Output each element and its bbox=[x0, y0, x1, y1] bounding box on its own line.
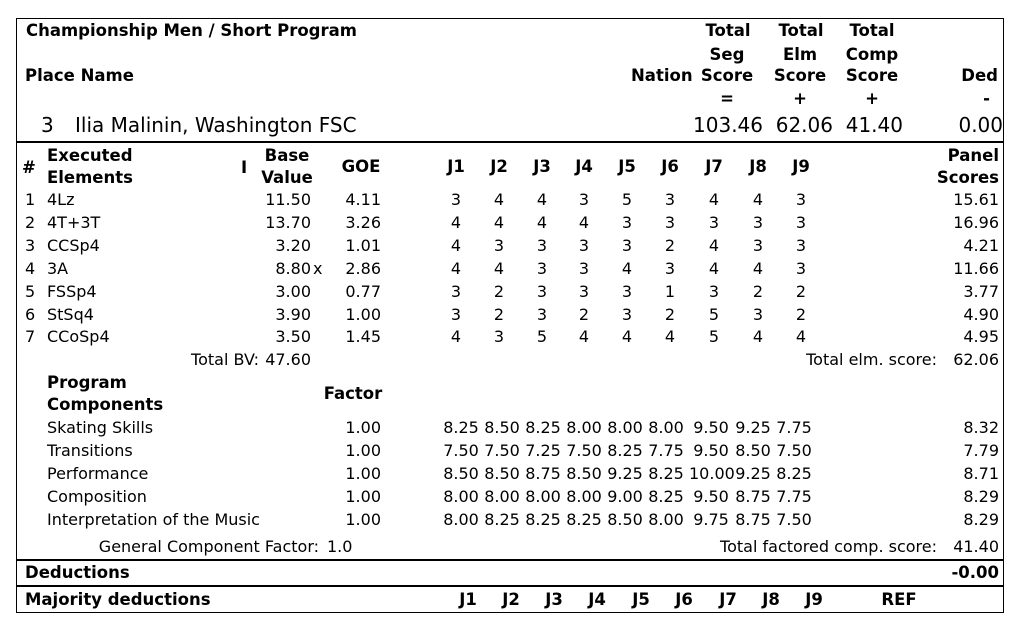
judge-score: 4 bbox=[795, 327, 807, 346]
judge-score: 3 bbox=[536, 282, 548, 301]
place-name-header: Place Name bbox=[25, 66, 134, 85]
tes-header-elm: Elm bbox=[782, 45, 818, 64]
elem-goe-header: GOE bbox=[341, 157, 381, 176]
judge-score: 8.25 bbox=[484, 510, 520, 529]
judge-score: 3 bbox=[664, 213, 676, 232]
element-name: CCSp4 bbox=[47, 236, 100, 255]
judge-score: 4 bbox=[578, 213, 590, 232]
tfc-value: 41.40 bbox=[953, 537, 999, 556]
judge-score: 8.75 bbox=[735, 487, 771, 506]
component-name: Transitions bbox=[47, 441, 133, 460]
judge-score: 8.25 bbox=[525, 510, 561, 529]
judge-score: 3 bbox=[664, 190, 676, 209]
judge-score: 8.50 bbox=[607, 510, 643, 529]
judge-header: J7 bbox=[705, 157, 723, 176]
judge-score: 3 bbox=[621, 213, 633, 232]
element-base-value: 11.50 bbox=[265, 190, 311, 209]
element-goe: 1.00 bbox=[345, 305, 381, 324]
deductions-value: -0.00 bbox=[951, 563, 999, 582]
judge-score: 4 bbox=[536, 190, 548, 209]
judge-score: 8.25 bbox=[648, 464, 684, 483]
tfc-label: Total factored comp. score: bbox=[720, 537, 937, 556]
pcs-header-total: Total bbox=[849, 21, 895, 40]
judge-score: 7.50 bbox=[484, 441, 520, 460]
element-base-value: 3.00 bbox=[275, 282, 311, 301]
element-panel-score: 4.21 bbox=[963, 236, 999, 255]
tes-header-total: Total bbox=[778, 21, 824, 40]
judge-score: 3 bbox=[578, 282, 590, 301]
judge-score: 3 bbox=[795, 190, 807, 209]
judge-score: 7.50 bbox=[776, 510, 812, 529]
majority-judge-header: J7 bbox=[719, 590, 737, 609]
element-panel-score: 11.66 bbox=[953, 259, 999, 278]
judge-score: 9.25 bbox=[735, 418, 771, 437]
elem-num-header: # bbox=[22, 158, 36, 177]
judge-score: 2 bbox=[752, 282, 764, 301]
elem-base-header-1: Base bbox=[264, 146, 310, 165]
judge-score: 4 bbox=[493, 259, 505, 278]
judge-score: 8.50 bbox=[443, 464, 479, 483]
judge-score: 7.75 bbox=[776, 487, 812, 506]
judge-score: 5 bbox=[536, 327, 548, 346]
total-elm-label: Total elm. score: bbox=[806, 350, 937, 369]
element-name: FSSp4 bbox=[47, 282, 97, 301]
nation-header: Nation bbox=[631, 66, 693, 85]
judge-score: 3 bbox=[752, 213, 764, 232]
judge-score: 8.00 bbox=[607, 418, 643, 437]
judge-score: 3 bbox=[536, 305, 548, 324]
judge-score: 9.25 bbox=[607, 464, 643, 483]
element-number: 1 bbox=[25, 190, 36, 209]
judge-score: 3 bbox=[708, 282, 720, 301]
comp-header-program: Program bbox=[47, 373, 127, 392]
judge-score: 3 bbox=[664, 259, 676, 278]
judge-score: 5 bbox=[708, 327, 720, 346]
judge-score: 8.25 bbox=[607, 441, 643, 460]
component-name: Performance bbox=[47, 464, 149, 483]
judge-header: J2 bbox=[490, 157, 508, 176]
judge-score: 4 bbox=[708, 190, 720, 209]
judge-score: 9.00 bbox=[607, 487, 643, 506]
component-factor: 1.00 bbox=[345, 464, 381, 483]
element-base-value: 8.80 bbox=[275, 259, 311, 278]
judge-score: 2 bbox=[493, 282, 505, 301]
judge-score: 1 bbox=[664, 282, 676, 301]
majority-judge-header: J8 bbox=[762, 590, 780, 609]
judge-header: J3 bbox=[533, 157, 551, 176]
judge-score: 4 bbox=[450, 327, 462, 346]
element-number: 4 bbox=[25, 259, 36, 278]
judge-score: 7.50 bbox=[566, 441, 602, 460]
judge-score: 2 bbox=[493, 305, 505, 324]
judge-score: 3 bbox=[578, 190, 590, 209]
element-base-value: 3.20 bbox=[275, 236, 311, 255]
judge-score: 4 bbox=[493, 213, 505, 232]
judge-score: 3 bbox=[752, 236, 764, 255]
judge-score: 8.25 bbox=[776, 464, 812, 483]
divider bbox=[17, 141, 1003, 143]
component-name: Composition bbox=[47, 487, 147, 506]
judge-score: 4 bbox=[450, 236, 462, 255]
judge-header: J5 bbox=[618, 157, 636, 176]
element-panel-score: 4.90 bbox=[963, 305, 999, 324]
judge-score: 3 bbox=[578, 236, 590, 255]
component-panel-score: 8.29 bbox=[963, 510, 999, 529]
judge-score: 2 bbox=[664, 305, 676, 324]
judge-score: 8.25 bbox=[566, 510, 602, 529]
judge-score: 8.00 bbox=[566, 418, 602, 437]
majority-judge-header: J1 bbox=[459, 590, 477, 609]
judge-score: 9.50 bbox=[693, 418, 729, 437]
judge-score: 4 bbox=[621, 259, 633, 278]
majority-judge-header: J3 bbox=[545, 590, 563, 609]
element-name: 4Lz bbox=[47, 190, 75, 209]
judge-score: 4 bbox=[493, 190, 505, 209]
majority-judge-header: J4 bbox=[588, 590, 606, 609]
skater-tes: 62.06 bbox=[775, 113, 833, 137]
pcs-header-op: + bbox=[865, 89, 879, 108]
judge-score: 7.50 bbox=[443, 441, 479, 460]
judge-header: J9 bbox=[792, 157, 810, 176]
element-goe: 0.77 bbox=[345, 282, 381, 301]
judge-score: 2 bbox=[795, 305, 807, 324]
component-factor: 1.00 bbox=[345, 510, 381, 529]
judge-score: 10.00 bbox=[689, 464, 735, 483]
judge-score: 4 bbox=[450, 259, 462, 278]
component-panel-score: 8.29 bbox=[963, 487, 999, 506]
judge-score: 7.75 bbox=[648, 441, 684, 460]
judge-score: 4 bbox=[578, 327, 590, 346]
judge-score: 4 bbox=[708, 236, 720, 255]
element-base-value: 3.90 bbox=[275, 305, 311, 324]
component-name: Skating Skills bbox=[47, 418, 154, 437]
element-base-value: 3.50 bbox=[275, 327, 311, 346]
element-base-value: 13.70 bbox=[265, 213, 311, 232]
judge-score: 3 bbox=[536, 236, 548, 255]
judge-score: 3 bbox=[621, 282, 633, 301]
judge-score: 3 bbox=[493, 327, 505, 346]
element-number: 5 bbox=[25, 282, 36, 301]
judge-header: J4 bbox=[575, 157, 593, 176]
tss-header-seg: Seg bbox=[709, 45, 745, 64]
element-panel-score: 15.61 bbox=[953, 190, 999, 209]
judge-score: 8.50 bbox=[484, 418, 520, 437]
tes-header-op: + bbox=[793, 89, 807, 108]
judge-score: 3 bbox=[708, 213, 720, 232]
total-bv-label: Total BV: bbox=[191, 350, 259, 369]
judge-score: 8.00 bbox=[443, 510, 479, 529]
judge-score: 4 bbox=[621, 327, 633, 346]
element-goe: 1.45 bbox=[345, 327, 381, 346]
judge-score: 3 bbox=[752, 305, 764, 324]
elem-panel-header-2: Scores bbox=[936, 168, 999, 187]
divider bbox=[17, 585, 1003, 587]
component-panel-score: 8.71 bbox=[963, 464, 999, 483]
elem-exec-header-2: Elements bbox=[47, 168, 133, 187]
majority-judge-header: J6 bbox=[675, 590, 693, 609]
judge-score: 2 bbox=[795, 282, 807, 301]
judge-score: 8.25 bbox=[443, 418, 479, 437]
judge-score: 8.00 bbox=[443, 487, 479, 506]
element-name: 3A bbox=[47, 259, 69, 278]
judge-score: 4 bbox=[752, 259, 764, 278]
judge-score: 8.00 bbox=[648, 510, 684, 529]
judge-score: 3 bbox=[621, 236, 633, 255]
judge-score: 5 bbox=[621, 190, 633, 209]
skater-ded: 0.00 bbox=[958, 113, 1003, 137]
ded-header-op: - bbox=[983, 89, 990, 108]
judge-score: 4 bbox=[752, 327, 764, 346]
element-panel-score: 3.77 bbox=[963, 282, 999, 301]
element-number: 7 bbox=[25, 327, 36, 346]
component-factor: 1.00 bbox=[345, 418, 381, 437]
judge-score: 4 bbox=[536, 213, 548, 232]
judge-score: 8.75 bbox=[735, 510, 771, 529]
component-factor: 1.00 bbox=[345, 487, 381, 506]
pcs-header-comp: Comp bbox=[845, 45, 899, 64]
judge-header: J1 bbox=[447, 157, 465, 176]
judge-score: 3 bbox=[450, 190, 462, 209]
element-number: 2 bbox=[25, 213, 36, 232]
component-panel-score: 7.79 bbox=[963, 441, 999, 460]
element-panel-score: 16.96 bbox=[953, 213, 999, 232]
judge-score: 8.25 bbox=[525, 418, 561, 437]
tss-header-score: Score bbox=[700, 66, 754, 85]
score-sheet bbox=[16, 18, 1004, 613]
element-goe: 1.01 bbox=[345, 236, 381, 255]
elem-base-header-2: Value bbox=[261, 168, 313, 187]
skater-place: 3 bbox=[41, 113, 54, 137]
skater-tss: 103.46 bbox=[693, 113, 763, 137]
judge-score: 8.50 bbox=[566, 464, 602, 483]
tes-header-score: Score bbox=[773, 66, 827, 85]
tss-header-op: = bbox=[720, 89, 734, 108]
total-bv-value: 47.60 bbox=[265, 350, 311, 369]
gcf-value: 1.0 bbox=[327, 537, 353, 556]
judge-score: 7.75 bbox=[776, 418, 812, 437]
elem-exec-header-1: Executed bbox=[47, 146, 133, 165]
judge-score: 9.75 bbox=[693, 510, 729, 529]
judge-score: 3 bbox=[621, 305, 633, 324]
comp-header-components: Components bbox=[47, 395, 164, 414]
element-name: 4T+3T bbox=[47, 213, 101, 232]
judge-header: J6 bbox=[661, 157, 679, 176]
judge-score: 4 bbox=[752, 190, 764, 209]
judge-header: J8 bbox=[749, 157, 767, 176]
judge-score: 9.50 bbox=[693, 441, 729, 460]
element-name: CCoSp4 bbox=[47, 327, 110, 346]
judge-score: 3 bbox=[795, 259, 807, 278]
judge-score: 3 bbox=[795, 213, 807, 232]
skater-name: Ilia Malinin, Washington FSC bbox=[75, 113, 357, 137]
element-panel-score: 4.95 bbox=[963, 327, 999, 346]
pcs-header-score: Score bbox=[845, 66, 899, 85]
judge-score: 2 bbox=[664, 236, 676, 255]
elem-panel-header-1: Panel bbox=[947, 146, 999, 165]
majority-label: Majority deductions bbox=[25, 590, 211, 609]
judge-score: 8.00 bbox=[525, 487, 561, 506]
judge-score: 4 bbox=[708, 259, 720, 278]
component-factor: 1.00 bbox=[345, 441, 381, 460]
elem-info-header: I bbox=[241, 158, 248, 177]
judge-score: 3 bbox=[450, 305, 462, 324]
judge-score: 2 bbox=[578, 305, 590, 324]
judge-score: 7.50 bbox=[776, 441, 812, 460]
judge-score: 9.25 bbox=[735, 464, 771, 483]
ded-header: Ded bbox=[961, 66, 998, 85]
element-goe: 2.86 bbox=[345, 259, 381, 278]
element-goe: 4.11 bbox=[345, 190, 381, 209]
element-x-mark: x bbox=[313, 259, 323, 278]
judge-score: 8.50 bbox=[735, 441, 771, 460]
element-number: 6 bbox=[25, 305, 36, 324]
judge-score: 3 bbox=[536, 259, 548, 278]
majority-judge-header: J9 bbox=[805, 590, 823, 609]
total-elm-value: 62.06 bbox=[953, 350, 999, 369]
judge-score: 8.50 bbox=[484, 464, 520, 483]
majority-ref: REF bbox=[881, 590, 917, 609]
judge-score: 3 bbox=[578, 259, 590, 278]
deductions-label: Deductions bbox=[25, 563, 130, 582]
event-title: Championship Men / Short Program bbox=[26, 21, 357, 40]
component-panel-score: 8.32 bbox=[963, 418, 999, 437]
judge-score: 9.50 bbox=[693, 487, 729, 506]
majority-judge-header: J5 bbox=[632, 590, 650, 609]
judge-score: 8.00 bbox=[566, 487, 602, 506]
judge-score: 3 bbox=[493, 236, 505, 255]
judge-score: 4 bbox=[450, 213, 462, 232]
judge-score: 5 bbox=[708, 305, 720, 324]
comp-header-factor: Factor bbox=[323, 384, 383, 403]
tss-header-total: Total bbox=[705, 21, 751, 40]
judge-score: 8.00 bbox=[648, 418, 684, 437]
judge-score: 8.25 bbox=[648, 487, 684, 506]
component-name: Interpretation of the Music bbox=[47, 510, 260, 529]
judge-score: 8.75 bbox=[525, 464, 561, 483]
judge-score: 8.00 bbox=[484, 487, 520, 506]
judge-score: 7.25 bbox=[525, 441, 561, 460]
judge-score: 3 bbox=[795, 236, 807, 255]
skater-pcs: 41.40 bbox=[845, 113, 903, 137]
element-goe: 3.26 bbox=[345, 213, 381, 232]
element-name: StSq4 bbox=[47, 305, 94, 324]
gcf-label: General Component Factor: bbox=[98, 537, 319, 556]
majority-judge-header: J2 bbox=[502, 590, 520, 609]
judge-score: 4 bbox=[664, 327, 676, 346]
element-number: 3 bbox=[25, 236, 36, 255]
judge-score: 3 bbox=[450, 282, 462, 301]
divider bbox=[17, 559, 1003, 561]
